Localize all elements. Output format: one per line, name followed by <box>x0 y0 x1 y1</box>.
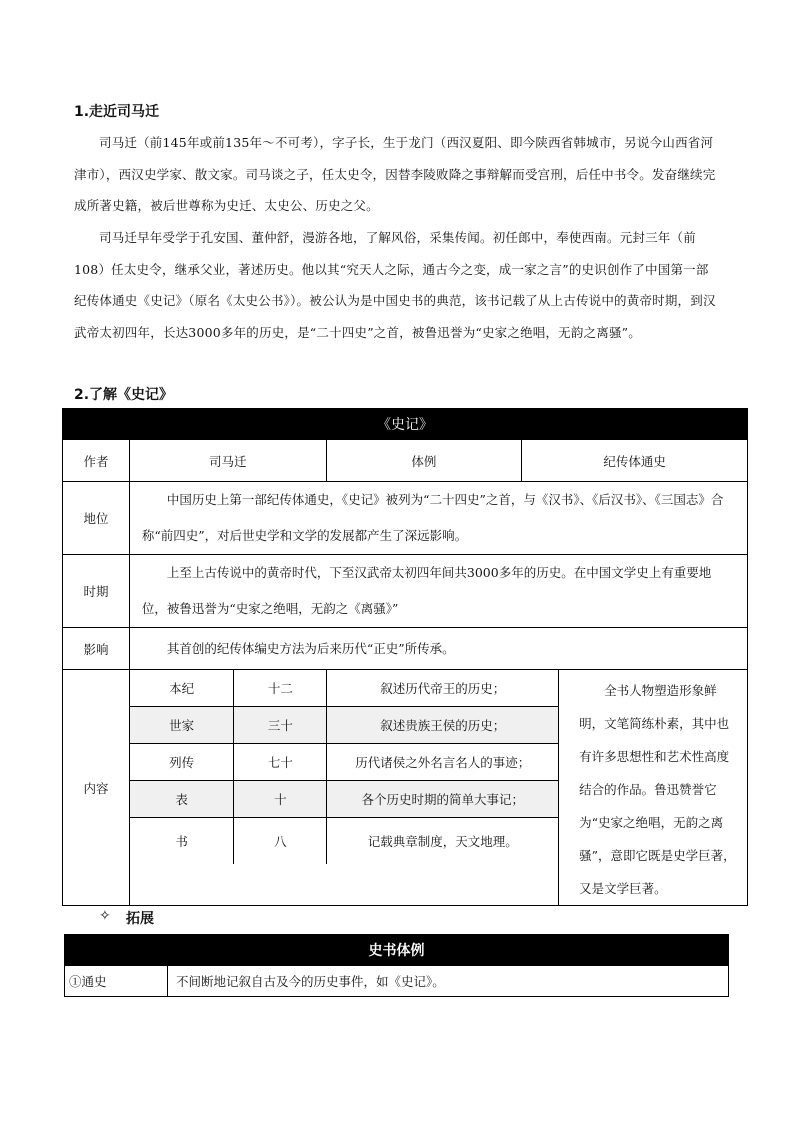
influence-label: 影响 <box>63 628 130 670</box>
shiji-table-title: 《史记》 <box>63 409 748 440</box>
genre-count: 三十 <box>234 707 327 744</box>
genre-name: 表 <box>130 781 234 818</box>
genre-count: 七十 <box>234 744 327 781</box>
paragraph-career: 司马迁早年受学于孔安国、董仲舒，漫游各地，了解风俗，采集传闻。初任郎中，奉使西南。元封三年（前108）任太史令，继承父业，著述历史。他以其“究天人之际，通古今之变，成一家之言”的史识创作了中国第一部纪传体通史《史记》（原名《太史公书》）。被公认为是中国史书的典范，该书记载了从上古传说中的黄帝时期，到汉武帝太初四年，长达3000多年的历史，是“二十四史”之首，被鲁迅誉为“史家之绝唱，无韵之离骚”。 <box>74 230 716 340</box>
table-row <box>130 781 558 818</box>
status-text: 中国历史上第一部纪传体通史，《史记》被列为“二十四史”之首，与《汉书》、《后汉书》、《三国志》合称“前四史”，对后世史学和文学的发展都产生了深远影响。 <box>141 492 724 543</box>
style-label: 体例 <box>326 440 522 482</box>
genre-count: 十 <box>234 781 327 818</box>
status-cell <box>129 482 747 555</box>
genre-name: 本纪 <box>130 670 234 707</box>
content-summary: 全书人物塑造形象鲜明，文笔简练朴素，其中也有许多思想性和艺术性高度结合的作品。鲁迅赞誉它为“史家之绝唱，无韵之离骚”，意即它既是史学巨著，又是文学巨著。 <box>559 670 748 906</box>
table-row <box>130 744 558 781</box>
genre-desc: 历代诸侯之外名言名人的事迹； <box>327 744 558 781</box>
genre-desc: 叙述贵族王侯的历史； <box>327 707 558 744</box>
general-history-label: ①通史 <box>65 966 168 997</box>
table-row <box>130 818 558 865</box>
genre-count: 十二 <box>234 670 327 707</box>
paragraph-biography: 司马迁（前145年或前135年～不可考），字子长，生于龙门（西汉夏阳、即今陕西省韩城市，另说今山西省河津市），西汉史学家、散文家。司马谈之子，任太史令，因替李陵败降之事辩解而受宫刑，后任中书令。发奋继续完成所著史籍，被后世尊称为史迁、太史公、历史之父。 <box>74 135 716 213</box>
genre-name: 列传 <box>130 744 234 781</box>
genre-desc: 记载典章制度，天文地理。 <box>327 818 558 865</box>
genre-desc: 叙述历代帝王的历史； <box>327 670 558 707</box>
history-style-title: 史书体例 <box>65 935 729 966</box>
period-cell <box>129 555 747 628</box>
content-subtable <box>130 670 558 864</box>
general-history-text: 不间断地记叙自古及今的历史事件，如《史记》。 <box>168 966 729 997</box>
genre-name: 书 <box>130 818 234 865</box>
section-heading-1: 1.走近司马迁 <box>74 104 160 120</box>
author-label: 作者 <box>63 440 130 482</box>
period-label: 时期 <box>63 555 130 628</box>
period-text: 上至上古传说中的黄帝时代，下至汉武帝太初四年间共3000多年的历史。在中国文学史上有重要地位，被鲁迅誉为“史家之绝唱，无韵之《离骚》” <box>141 565 712 616</box>
author-value: 司马迁 <box>129 440 326 482</box>
table-row <box>130 707 558 744</box>
genre-desc: 各个历史时期的简单大事记； <box>327 781 558 818</box>
genre-name: 世家 <box>130 707 234 744</box>
content-label: 内容 <box>63 670 130 906</box>
status-label: 地位 <box>63 482 130 555</box>
section-heading-3: 拓展 <box>126 911 154 927</box>
section-heading-2: 2.了解《史记》 <box>74 387 174 403</box>
history-style-table <box>64 934 729 997</box>
shiji-table <box>62 408 748 906</box>
influence-text: 其首创的纪传体编史方法为后来历代“正史”所传承。 <box>166 640 455 656</box>
content-subtable-cell <box>129 670 558 906</box>
style-value: 纪传体通史 <box>522 440 748 482</box>
influence-cell <box>129 628 747 670</box>
genre-count: 八 <box>234 818 327 865</box>
diamond-bullet-icon: ✧ <box>99 908 111 924</box>
table-row <box>130 670 558 707</box>
